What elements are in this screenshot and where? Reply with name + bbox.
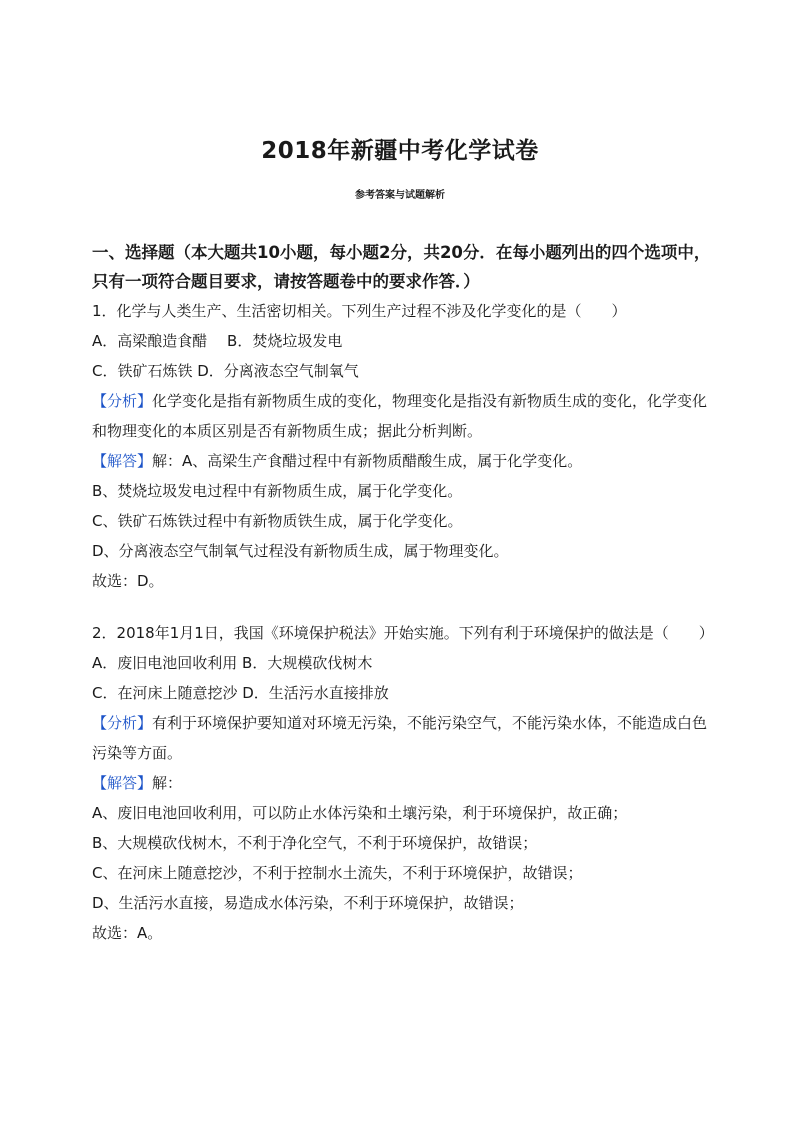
analysis-text: 化学变化是指有新物质生成的变化，物理变化是指没有新物质生成的变化，化学变化和物理变化的本质区别是否有新物质生成；据此分析判断。 — [92, 392, 708, 440]
answer-paragraph — [92, 446, 714, 476]
answer-tag: 【解答】 — [92, 774, 153, 792]
analysis-tag: 【分析】 — [92, 392, 153, 410]
answer-line: D、分离液态空气制氧气过程没有新物质生成，属于物理变化。 — [92, 542, 509, 560]
question-options-cd: C．铁矿石炼铁 D．分离液态空气制氧气 — [92, 362, 359, 380]
answer-paragraph — [92, 768, 714, 798]
answer-tag: 【解答】 — [92, 452, 153, 470]
answer-line: A、废旧电池回收利用，可以防止水体污染和土壤污染，利于环境保护，故正确； — [92, 804, 628, 822]
question-1 — [92, 296, 714, 596]
question-options-ab: A．高梁酿造食醋 B．焚烧垃圾发电 — [92, 332, 343, 350]
answer-line: C、铁矿石炼铁过程中有新物质铁生成，属于化学变化。 — [92, 512, 463, 530]
answer-choice: 故选：D。 — [92, 572, 164, 590]
answer-line: B、焚烧垃圾发电过程中有新物质生成，属于化学变化。 — [92, 482, 463, 500]
analysis-paragraph — [92, 386, 714, 446]
question-stem: 1．化学与人类生产、生活密切相关。下列生产过程不涉及化学变化的是（ ） — [92, 302, 627, 320]
answer-line: 解： — [152, 774, 183, 792]
analysis-tag: 【分析】 — [92, 714, 153, 732]
question-stem: 2．2018年1月1日，我国《环境保护税法》开始实施。下列有利于环境保护的做法是（ ） — [92, 624, 714, 642]
question-spacer — [92, 596, 714, 618]
analysis-text: 有利于环境保护要知道对环境无污染，不能污染空气，不能污染水体，不能造成白色污染等方面。 — [92, 714, 708, 762]
page-subtitle: 参考答案与试题解析 — [355, 190, 445, 201]
question-options-ab: A．废旧电池回收利用 B．大规模砍伐树木 — [92, 654, 373, 672]
exam-content — [92, 238, 714, 948]
answer-line: D、生活污水直接，易造成水体污染，不利于环境保护，故错误； — [92, 894, 524, 912]
analysis-paragraph — [92, 708, 714, 768]
question-2 — [92, 618, 714, 948]
question-options-cd: C．在河床上随意挖沙 D．生活污水直接排放 — [92, 684, 389, 702]
section-heading: 一、选择题（本大题共10小题，每小题2分，共20分．在每小题列出的四个选项中，只有一项符合题目要求，请按答题卷中的要求作答．） — [92, 243, 711, 291]
answer-line: C、在河床上随意挖沙，不利于控制水土流失，不利于环境保护，故错误； — [92, 864, 583, 882]
page-title: 2018年新疆中考化学试卷 — [261, 138, 539, 164]
answer-line: 解：A、高梁生产食醋过程中有新物质醋酸生成，属于化学变化。 — [152, 452, 583, 470]
answer-line: B、大规模砍伐树木，不利于净化空气，不利于环境保护，故错误； — [92, 834, 538, 852]
answer-choice: 故选：A。 — [92, 924, 163, 942]
